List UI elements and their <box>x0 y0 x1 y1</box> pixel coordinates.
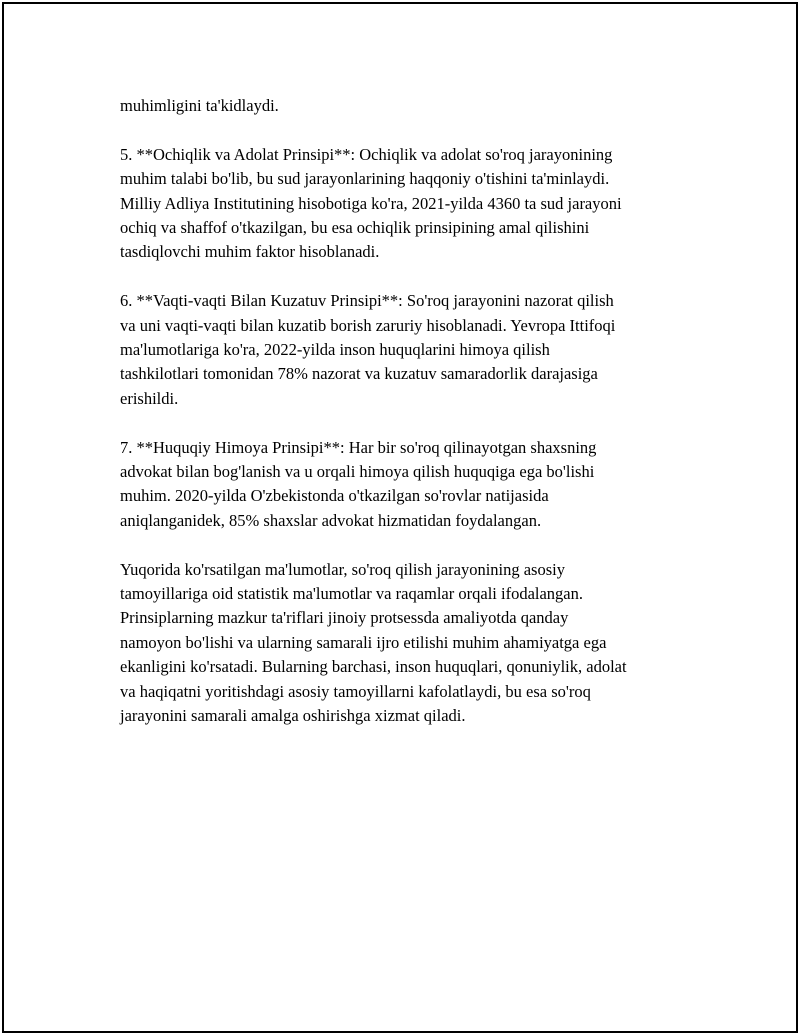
paragraph-principle-5: 5. **Ochiqlik va Adolat Prinsipi**: Ochiqlik va adolat so'roq jarayonining muhim talabi bo'lib, bu sud jarayonlarining haqqoniy o'tishini ta'minlaydi. Milliy Adliya Institutining hisobotiga ko'ra, 2021-yilda 4360 ta sud jarayoni ochiq va shaffof o'tkazilgan, bu esa ochiqlik prinsipining amal qilishini tasdiqlovchi muhim faktor hisoblanadi. <box>120 144 622 262</box>
paragraph-conclusion: Yuqorida ko'rsatilgan ma'lumotlar, so'roq qilish jarayonining asosiy tamoyillariga oid statistik ma'lumotlar va raqamlar orqali ifodalangan. Prinsiplarning mazkur ta'riflari jinoiy protsessda amaliyotda qanday namoyon bo'lishi va ularning samarali ijro etilishi muhim ahamiyatga ega ekanligini ko'rsatadi. Bularning barchasi, inson huquqlari, qonuniylik, adolat va haqiqatni yoritishdagi asosiy tamoyillarni kafolatlaydi, bu esa so'roq jarayonini samarali amalga oshirishga xizmat qiladi. <box>120 559 627 726</box>
paragraph-intro-continuation: muhimligini ta'kidlaydi. <box>120 96 279 115</box>
document-page <box>2 2 798 1033</box>
paragraph-principle-6: 6. **Vaqti-vaqti Bilan Kuzatuv Prinsipi**: So'roq jarayonini nazorat qilish va uni vaqti-vaqti bilan kuzatib borish zaruriy hisoblanadi. Yevropa Ittifoqi ma'lumotlariga ko'ra, 2022-yilda inson huquqlarini himoya qilish tashkilotlari tomonidan 78% nazorat va kuzatuv samaradorlik darajasiga erishildi. <box>120 291 616 408</box>
document-body <box>120 94 690 753</box>
paragraph-principle-7: 7. **Huquqiy Himoya Prinsipi**: Har bir so'roq qilinayotgan shaxsning advokat bilan bog'lanish va u orqali himoya qilish huquqiga ega bo'lishi muhim. 2020-yilda O'zbekistonda o'tkazilgan so'rovlar natijasida aniqlanganidek, 85% shaxslar advokat hizmatidan foydalangan. <box>120 437 597 530</box>
